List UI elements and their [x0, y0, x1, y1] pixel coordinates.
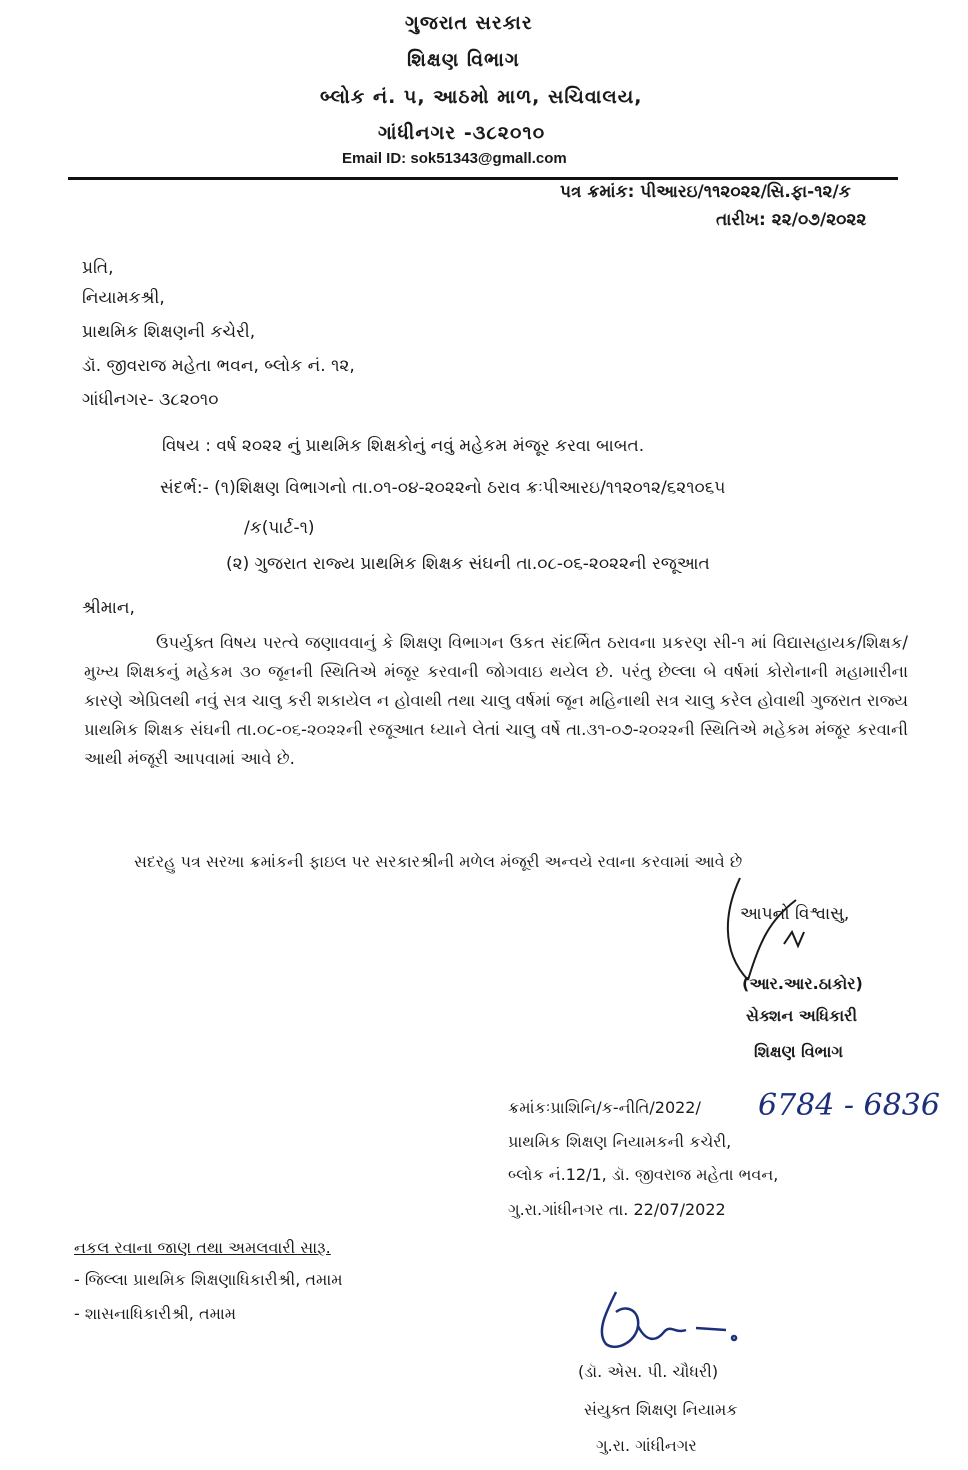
closing-paragraph: સદરહુ પત્ર સરખા ક્રમાંકની ફાઇલ પર સરકારશ્રીની મળેલ મંજૂરી અન્વયે રવાના કરવામાં આવે છે	[134, 852, 743, 871]
header-city: ગાંધીનગર -૩૮૨૦૧૦	[378, 122, 546, 144]
forward-office: પ્રાથમિક શિક્ષણ નિયામકની કચેરી,	[508, 1132, 732, 1151]
signatory-2-designation: સંયુક્ત શિક્ષણ નિયામક	[584, 1400, 738, 1419]
reference-2: (૨) ગુજરાત રાજ્ય પ્રાથમિક શિક્ષક સંઘની તા.૦૮-૦૬-૨૦૨૨ની રજૂઆત	[226, 554, 710, 574]
addressee-address: ડૉ. જીવરાજ મહેતા ભવન, બ્લોક નં. ૧૨,	[82, 356, 355, 376]
letter-date: તારીખ: ૨૨/૦૭/૨૦૨૨	[716, 210, 867, 230]
addressee-title: નિયામકશ્રી,	[82, 288, 165, 308]
forward-number	[508, 1098, 701, 1118]
forward-city-date: ગુ.રા.ગાંધીનગર તા. 22/07/2022	[508, 1200, 726, 1219]
forward-number-printed: ક્રમાંકઃપ્રાશિનિ/ક-નીતિ/2022/	[508, 1098, 701, 1117]
addressee-office: પ્રાથમિક શિક્ષણની કચેરી,	[82, 322, 256, 342]
addressee-city: ગાંધીનગર- ૩૮૨૦૧૦	[82, 390, 219, 410]
header-department: શિક્ષણ વિભાગ	[407, 49, 520, 71]
reference-1-continued: /ક(પાર્ટ-૧)	[244, 518, 315, 538]
signatory-2-city: ગુ.રા. ગાંધીનગર	[596, 1436, 697, 1455]
closing-phrase: આપનો વિશ્વાસુ,	[740, 904, 850, 924]
copy-item-district: - જિલ્લા પ્રાથમિક શિક્ષણાધિકારીશ્રી, તમામ	[74, 1270, 343, 1289]
header-address: બ્લોક નં. ૫, આઠમો માળ, સચિવાલય,	[320, 86, 643, 108]
forward-address: બ્લોક નં.12/1, ડૉ. જીવરાજ મહેતા ભવન,	[508, 1165, 779, 1184]
signature-chaudhari	[586, 1282, 766, 1362]
signature-thakor	[700, 870, 810, 990]
salutation: શ્રીમાન,	[82, 598, 135, 618]
forward-number-handwritten: 6784 - 6836	[758, 1088, 940, 1123]
copy-heading: નકલ રવાના જાણ તથા અમલવારી સારૂ.	[74, 1238, 331, 1257]
signatory-1-designation: સેક્શન અધિકારી	[746, 1006, 858, 1025]
addressee-to: પ્રતિ,	[82, 258, 114, 278]
header-government: ગુજરાત સરકાર	[405, 12, 533, 34]
header-divider	[68, 177, 898, 180]
signatory-1-name: (આર.આર.ઠાકોર)	[742, 974, 863, 993]
signatory-2-name: (ડૉ. એસ. પી. ચૌધરી)	[578, 1362, 719, 1381]
copy-item-administrator: - શાસનાધિકારીશ્રી, તમામ	[74, 1304, 237, 1323]
letter-number: પત્ર ક્રમાંક: પીઆરઇ/૧૧૨૦૨૨/સિ.ફા-૧૨/ક	[560, 182, 851, 202]
signatory-1-department: શિક્ષણ વિભાગ	[754, 1042, 844, 1061]
reference-1: સંદર્ભ:- (૧)શિક્ષણ વિભાગનો તા.૦૧-૦૪-૨૦૨૨નો ઠરાવ ક્રઃપીઆરઇ/૧૧૨૦૧૨/૬૨૧૦૬૫	[160, 478, 726, 498]
body-paragraph: ઉપર્યુક્ત વિષય પરત્વે જણાવવાનું કે શિક્ષણ વિભાગન ઉકત સંદર્ભિત ઠરાવના પ્રકરણ સી-૧ માં વિદ્યાસહાયક/શિક્ષક/મુખ્ય શિક્ષકનું મહેકમ ૩૦ જૂનની સ્થિતિએ મંજૂર કરવાની જોગવાઇ થયેલ છે. પરંતુ છેલ્લા બે વર્ષમાં કોરોનાની મહામારીના કારણે એપ્રિલથી નવું સત્ર ચાલુ કરી શકાયેલ ન હોવાથી તથા ચાલુ વર્ષમાં જૂન મહિનાથી સત્ર ચાલુ કરેલ હોવાથી ગુજરાત રાજ્ય પ્રાથમિક શિક્ષક સંઘની તા.૦૮-૦૬-૨૦૨૨ની રજૂઆત ધ્યાને લેતાં ચાલુ વર્ષે તા.૩૧-૦૭-૨૦૨૨ની સ્થિતિએ મહેકમ મંજૂર કરવાની આથી મંજૂરી આપવામાં આવે છે.	[84, 633, 908, 768]
header-email: Email ID: sok51343@gmall.com	[342, 150, 567, 167]
subject-line: વિષય : વર્ષ ૨૦૨૨ નું પ્રાથમિક શિક્ષકોનું નવું મહેકમ મંજૂર કરવા બાબત.	[162, 436, 645, 456]
